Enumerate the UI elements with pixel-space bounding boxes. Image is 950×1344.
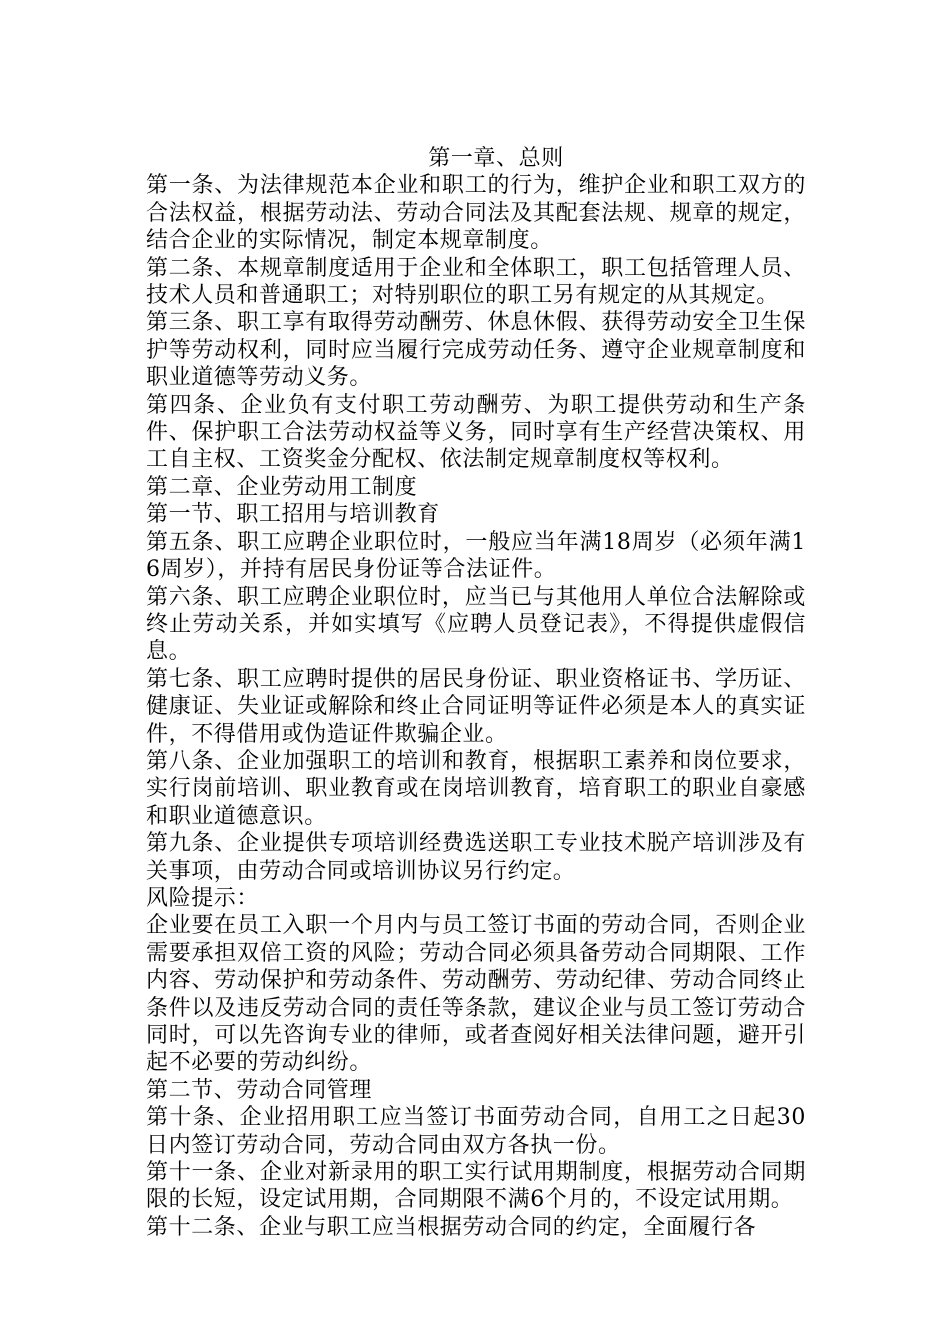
section-heading-2: 第二节、劳动合同管理 [146,1077,373,1103]
risk-tip-heading: 风险提示： [146,885,260,911]
paragraph-article-1: 第一条、为法律规范本企业和职工的行为，维护企业和职工双方的合法权益，根据劳动法、劳动合同法及其配套法规、规章的规定，结合企业的实际情况，制定本规章制度。 [146,173,806,254]
paragraph-article-7: 第七条、职工应聘时提供的居民身份证、职业资格证书、学历证、健康证、失业证或解除和终止合同证明等证件必须是本人的真实证件，不得借用或伪造证件欺骗企业。 [146,666,806,747]
chapter-heading-2: 第二章、企业劳动用工制度 [146,474,418,500]
document-page [146,145,806,1241]
paragraph-article-6: 第六条、职工应聘企业职位时，应当已与其他用人单位合法解除或终止劳动关系，并如实填写《应聘人员登记表》，不得提供虚假信息。 [146,584,806,665]
chapter-title: 第一章、总则 [428,146,564,171]
paragraph-article-5: 第五条、职工应聘企业职位时，一般应当年满18周岁（必须年满16周岁），并持有居民身份证等合法证件。 [146,529,806,583]
paragraph-article-4: 第四条、企业负有支付职工劳动酬劳、为职工提供劳动和生产条件、保护职工合法劳动权益等义务，同时享有生产经营决策权、用工自主权、工资奖金分配权、依法制定规章制度权等权利。 [146,392,806,473]
paragraph-article-3: 第三条、职工享有取得劳动酬劳、休息休假、获得劳动安全卫生保护等劳动权利，同时应当履行完成劳动任务、遵守企业规章制度和职业道德等劳动义务。 [146,310,806,391]
risk-tip-body: 企业要在员工入职一个月内与员工签订书面的劳动合同，否则企业需要承担双倍工资的风险；劳动合同必须具备劳动合同期限、工作内容、劳动保护和劳动条件、劳动酬劳、劳动纪律、劳动合同终止条件以及违反劳动合同的责任等条款，建议企业与员工签订劳动合同时，可以先咨询专业的律师，或者查阅好相关法律问题，避开引起不必要的劳动纠纷。 [146,913,806,1076]
paragraph-article-12: 第十二条、企业与职工应当根据劳动合同的约定，全面履行各 [146,1214,757,1240]
paragraph-article-8: 第八条、企业加强职工的培训和教育，根据职工素养和岗位要求，实行岗前培训、职业教育或在岗培训教育，培育职工的职业自豪感和职业道德意识。 [146,748,806,829]
section-heading-1: 第一节、职工招用与培训教育 [146,502,440,528]
paragraph-article-2: 第二条、本规章制度适用于企业和全体职工，职工包括管理人员、技术人员和普通职工；对特别职位的职工另有规定的从其规定。 [146,255,806,309]
paragraph-article-9: 第九条、企业提供专项培训经费选送职工专业技术脱产培训涉及有关事项，由劳动合同或培训协议另行约定。 [146,831,806,884]
paragraph-article-10: 第十条、企业招用职工应当签订书面劳动合同，自用工之日起30日内签订劳动合同，劳动合同由双方各执一份。 [146,1105,806,1158]
paragraph-article-11: 第十一条、企业对新录用的职工实行试用期制度，根据劳动合同期限的长短，设定试用期，合同期限不满6个月的，不设定试用期。 [146,1160,806,1213]
